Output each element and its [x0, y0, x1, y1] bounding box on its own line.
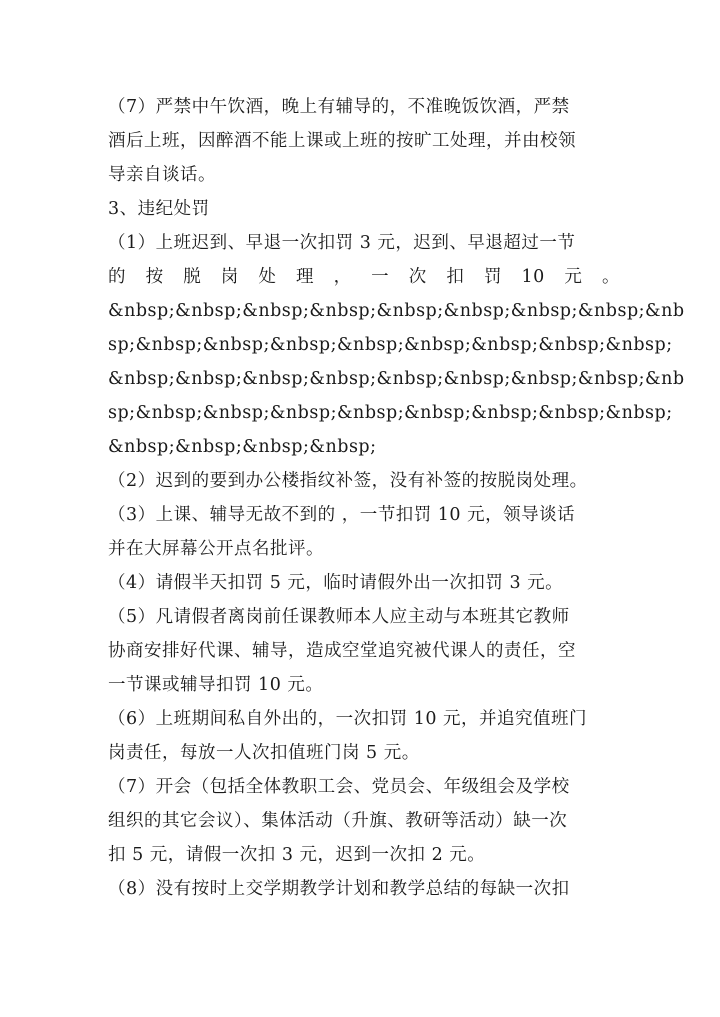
- spread-token: 脱: [183, 267, 202, 287]
- spread-token: 10: [521, 267, 545, 287]
- nbsp-line: sp;&nbsp;&nbsp;&nbsp;&nbsp;&nbsp;&nbsp;&nbsp;&nbsp;: [108, 335, 673, 355]
- text-line: 岗责任，每放一人次扣值班门岗 5 元。: [108, 743, 420, 763]
- text-line: 导亲自谈话。: [108, 165, 216, 185]
- text-line: （4）请假半天扣罚 5 元，临时请假外出一次扣罚 3 元。: [108, 573, 564, 593]
- text-line: （7）开会（包括全体教职工会、党员会、年级组会及学校: [108, 777, 570, 797]
- text-line: （3）上课、辅导无故不到的 ，一节扣罚 10 元，领导谈话: [108, 505, 576, 525]
- spread-token: 罚: [483, 267, 502, 287]
- nbsp-line: &nbsp;&nbsp;&nbsp;&nbsp;: [108, 437, 377, 457]
- spread-token: 岗: [220, 267, 239, 287]
- spread-token: 按: [145, 267, 164, 287]
- nbsp-line: sp;&nbsp;&nbsp;&nbsp;&nbsp;&nbsp;&nbsp;&nbsp;&nbsp;: [108, 403, 673, 423]
- nbsp-line: &nbsp;&nbsp;&nbsp;&nbsp;&nbsp;&nbsp;&nbsp;&nbsp;&nb: [108, 369, 685, 389]
- section-heading: 3、违纪处罚: [108, 199, 210, 219]
- text-line: （5）凡请假者离岗前任课教师本人应主动与本班其它教师: [108, 607, 570, 627]
- spread-token: 。: [602, 267, 620, 287]
- text-line: 并在大屏幕公开点名批评。: [108, 539, 324, 559]
- text-line: （2）迟到的要到办公楼指纹补签，没有补签的按脱岗处理。: [108, 471, 588, 491]
- text-line: （1）上班迟到、早退一次扣罚 3 元，迟到、早退超过一节: [108, 233, 576, 253]
- spread-token: ，: [333, 267, 352, 287]
- text-line: （6）上班期间私自外出的，一次扣罚 10 元，并追究值班门: [108, 709, 588, 729]
- text-line: 协商安排好代课、辅导，造成空堂追究被代课人的责任，空: [108, 641, 576, 661]
- text-line: 扣 5 元，请假一次扣 3 元，迟到一次扣 2 元。: [108, 845, 486, 865]
- text-line: 一节课或辅导扣罚 10 元。: [108, 675, 324, 695]
- text-line: 组织的其它会议）、集体活动（升旗、教研等活动）缺一次: [108, 811, 568, 831]
- text-line: （8）没有按时上交学期教学计划和教学总结的每缺一次扣: [108, 879, 570, 899]
- text-line: 酒后上班，因醉酒不能上课或上班的按旷工处理，并由校领: [108, 131, 576, 151]
- spread-token: 处: [258, 267, 277, 287]
- text-line-justified: [108, 266, 620, 288]
- spread-token: 一: [371, 267, 390, 287]
- text-line: （7）严禁中午饮酒，晚上有辅导的，不准晚饭饮酒，严禁: [108, 97, 570, 117]
- spread-token: 扣: [446, 267, 465, 287]
- spread-token: 理: [295, 267, 314, 287]
- spread-token: 的: [108, 267, 126, 287]
- nbsp-line: &nbsp;&nbsp;&nbsp;&nbsp;&nbsp;&nbsp;&nbsp;&nbsp;&nb: [108, 301, 685, 321]
- spread-token: 元: [564, 267, 583, 287]
- spread-token: 次: [408, 267, 427, 287]
